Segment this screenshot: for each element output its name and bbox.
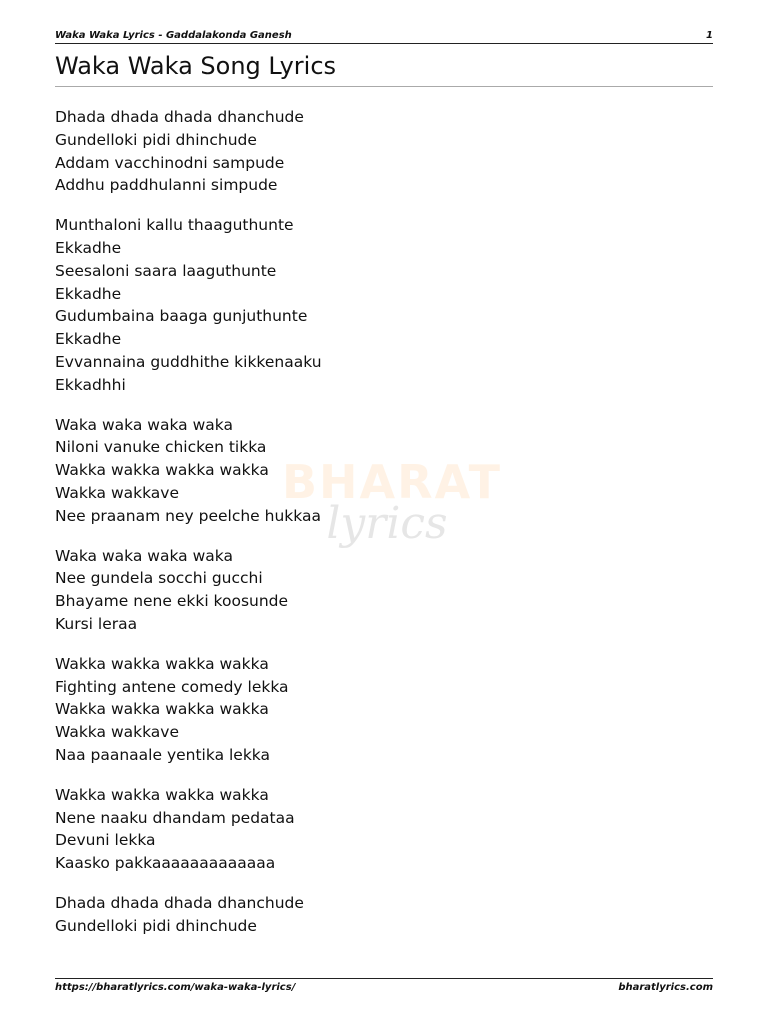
lyric-line: Devuni lekka <box>55 831 156 850</box>
lyric-line: Wakka wakkave <box>55 723 179 742</box>
lyric-line: Wakka wakkave <box>55 483 179 502</box>
lyrics-stanza <box>55 784 713 875</box>
lyric-line: Waka waka waka waka <box>55 546 233 565</box>
watermark-brand: BHARAT <box>282 455 502 509</box>
footer-site: bharatlyrics.com <box>618 982 713 993</box>
page-footer <box>55 978 713 993</box>
lyric-line: Dhada dhada dhada dhanchude <box>55 893 304 912</box>
lyric-line: Gundelloki pidi dhinchude <box>55 130 257 149</box>
lyric-line: Dhada dhada dhada dhanchude <box>55 108 304 126</box>
lyric-line: Fighting antene comedy lekka <box>55 677 289 696</box>
lyrics-stanza <box>55 892 713 938</box>
lyrics-stanza <box>55 414 713 528</box>
page-header <box>55 30 713 44</box>
lyrics-stanza <box>55 653 713 767</box>
lyric-line: Ekkadhe <box>55 238 122 257</box>
watermark-sub: lyrics <box>326 498 448 549</box>
lyric-line: Wakka wakka wakka wakka <box>55 700 269 719</box>
lyric-line: Gudumbaina baaga gunjuthunte <box>55 307 308 326</box>
page-title: Waka Waka Song Lyrics <box>55 52 713 87</box>
lyric-line: Bhayame nene ekki koosunde <box>55 592 289 611</box>
lyric-line: Kaasko pakkaaaaaaaaaaaaa <box>55 854 276 873</box>
lyric-line: Niloni vanuke chicken tikka <box>55 438 267 457</box>
header-page-number: 1 <box>706 30 713 41</box>
lyric-line: Gundelloki pidi dhinchude <box>55 916 257 935</box>
lyric-line: Nee gundela socchi gucchi <box>55 569 263 588</box>
lyric-line: Evvannaina guddhithe kikkenaaku <box>55 352 322 371</box>
header-doc-title: Waka Waka Lyrics - Gaddalakonda Ganesh <box>55 30 292 41</box>
lyrics-stanza <box>55 106 713 197</box>
lyric-line: Kursi leraa <box>55 614 138 633</box>
lyric-line: Wakka wakka wakka wakka <box>55 785 269 804</box>
lyric-line: Ekkadhhi <box>55 375 126 394</box>
lyric-line: Munthaloni kallu thaaguthunte <box>55 216 294 235</box>
lyric-line: Addam vacchinodni sampude <box>55 153 285 172</box>
lyric-line: Wakka wakka wakka wakka <box>55 461 269 480</box>
lyric-line: Waka waka waka waka <box>55 415 233 434</box>
footer-url: https://bharatlyrics.com/waka-waka-lyrics/ <box>55 982 296 993</box>
lyric-line: Ekkadhe <box>55 284 122 303</box>
lyric-line: Addhu paddhulanni simpude <box>55 176 278 195</box>
lyric-line: Wakka wakka wakka wakka <box>55 654 269 673</box>
lyrics-body <box>55 106 713 955</box>
lyric-line: Nene naaku dhandam pedataa <box>55 808 295 827</box>
lyric-line: Nee praanam ney peelche hukkaa <box>55 506 321 525</box>
lyric-line: Ekkadhe <box>55 330 122 349</box>
lyrics-stanza <box>55 545 713 636</box>
lyric-line: Seesaloni saara laaguthunte <box>55 261 277 280</box>
lyrics-stanza <box>55 214 713 396</box>
lyric-line: Naa paanaale yentika lekka <box>55 745 271 764</box>
